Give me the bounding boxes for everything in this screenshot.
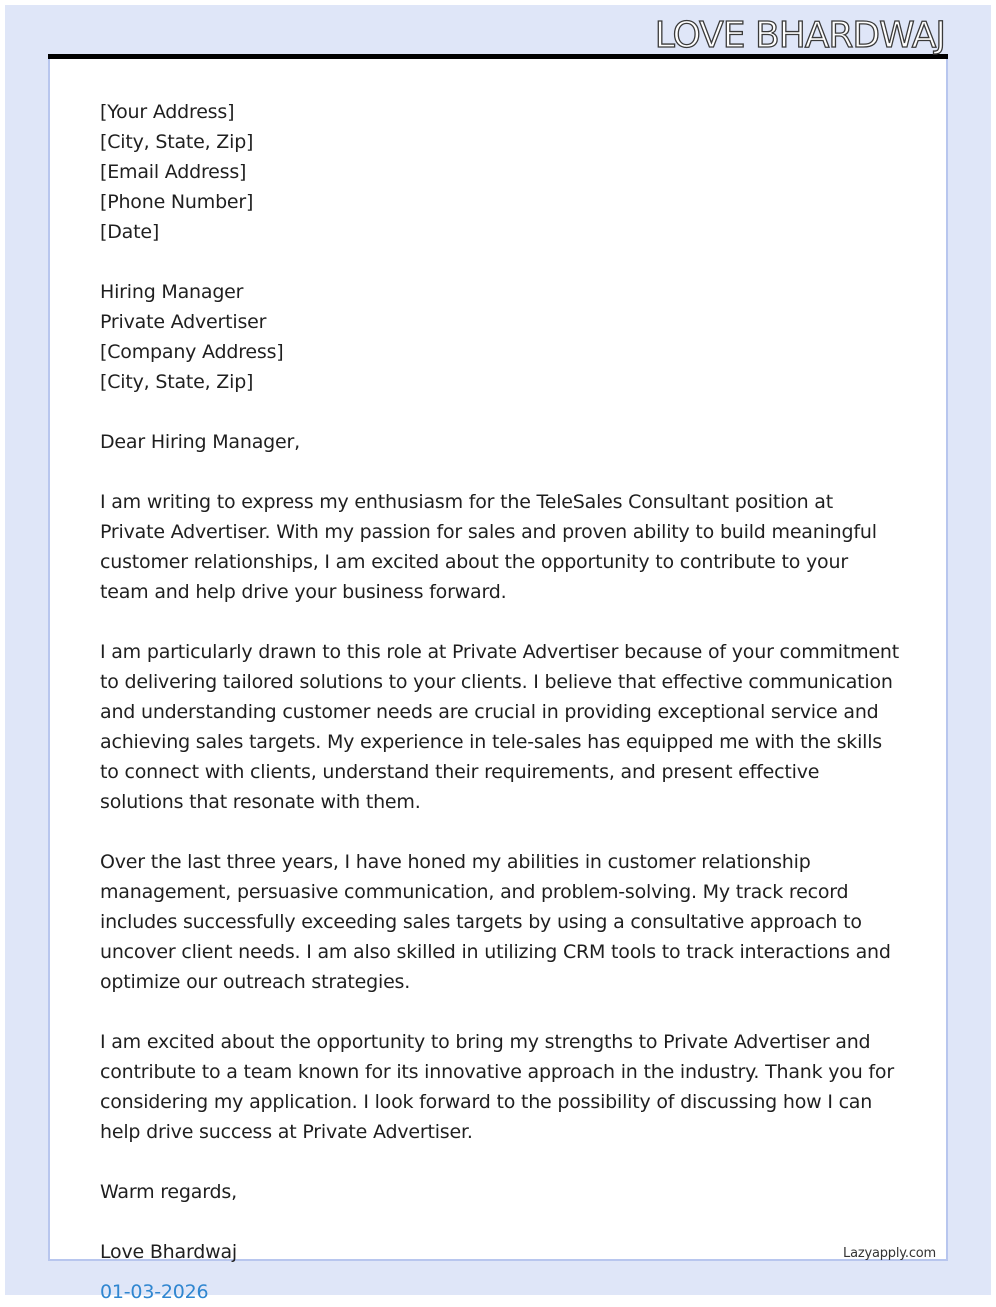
recipient-title: Hiring Manager (100, 281, 244, 303)
recipient-city-state-zip: [City, State, Zip] (100, 371, 254, 393)
sender-block (100, 97, 900, 247)
cover-letter (100, 97, 900, 1307)
watermark: Lazyapply.com (843, 1246, 936, 1261)
header-name: LOVE BHARDWAJ (654, 15, 945, 56)
closing: Warm regards, (100, 1181, 237, 1203)
paragraph-3: Over the last three years, I have honed my abilities in customer relationship management, persuasive communication, and problem-solving. My track record includes successfully exceeding sales targets by using a consultative approach to uncover client needs. I am also skilled in utilizing CRM tools to track interactions and optimize our outreach strategies. (100, 851, 891, 993)
salutation: Dear Hiring Manager, (100, 431, 300, 453)
signed-date: 01-03-2026 (100, 1281, 209, 1303)
recipient-company: Private Advertiser (100, 311, 267, 333)
sender-date: [Date] (100, 221, 160, 243)
sender-email: [Email Address] (100, 161, 247, 183)
sender-address: [Your Address] (100, 101, 235, 123)
paragraph-4: I am excited about the opportunity to bring my strengths to Private Advertiser and contribute to a team known for its innovative approach in the industry. Thank you for considering my application. I look forward to the possibility of discussing how I can help drive success at Private Advertiser. (100, 1031, 894, 1143)
paragraph-2: I am particularly drawn to this role at Private Advertiser because of your commitment to delivering tailored solutions to your clients. I believe that effective communication and understanding customer needs are crucial in providing exceptional service and achieving sales targets. My experience in tele-sales has equipped me with the skills to connect with clients, understand their requirements, and present effective solutions that resonate with them. (100, 641, 900, 813)
signature: Love Bhardwaj (100, 1241, 237, 1263)
sender-city-state-zip: [City, State, Zip] (100, 131, 254, 153)
recipient-address: [Company Address] (100, 341, 284, 363)
recipient-block (100, 277, 900, 397)
paragraph-1: I am writing to express my enthusiasm for the TeleSales Consultant position at Private Advertiser. With my passion for sales and proven ability to build meaningful customer relationships, I am excited about the opportunity to contribute to your team and help drive your business forward. (100, 491, 877, 603)
sender-phone: [Phone Number] (100, 191, 254, 213)
